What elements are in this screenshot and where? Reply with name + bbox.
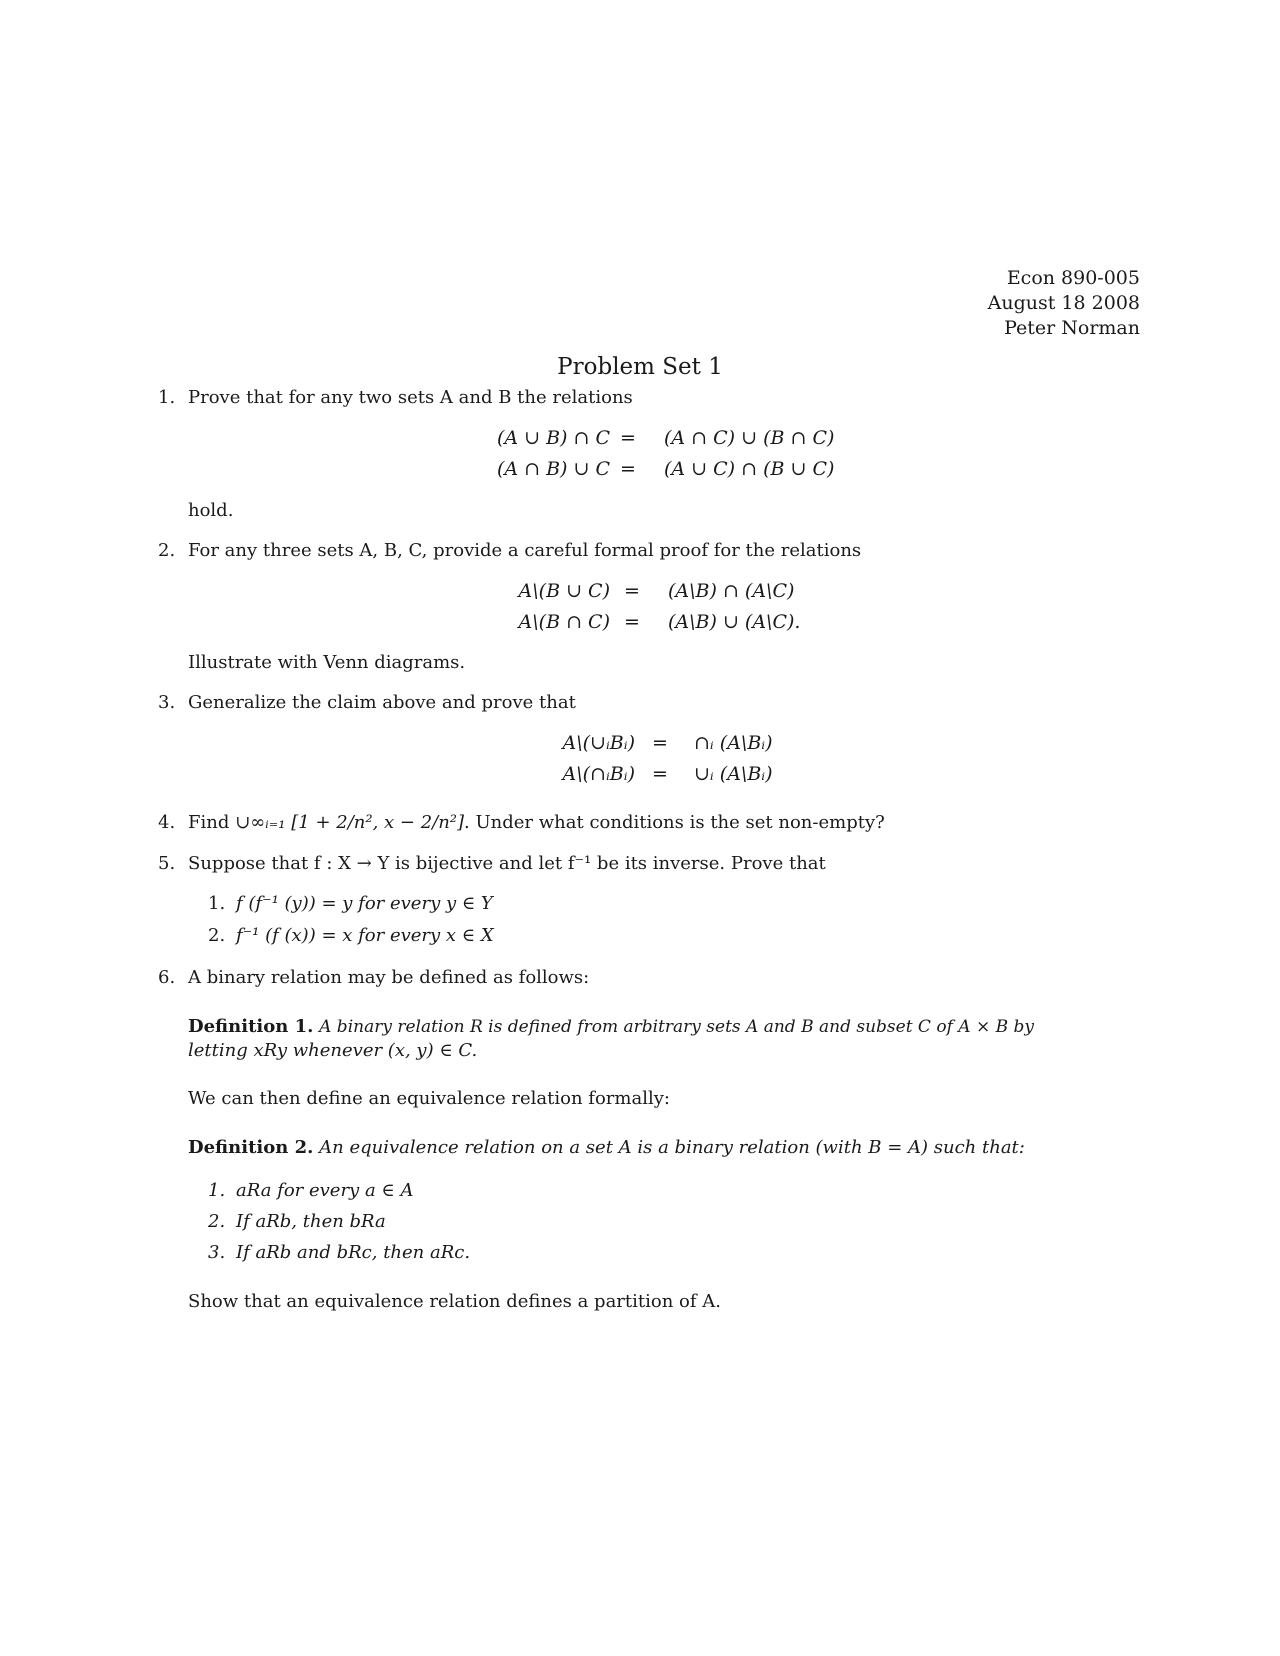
problem-1-eq-1-rhs: (A ∩ C) ∪ (B ∩ C) bbox=[664, 427, 835, 449]
problem-6-number: 6. bbox=[158, 967, 176, 988]
problem-6-intro: A binary relation may be defined as follows: bbox=[188, 967, 590, 988]
definition-1-label: Definition 1. bbox=[188, 1016, 314, 1037]
problem-3-number: 3. bbox=[158, 692, 176, 713]
document-date: August 18 2008 bbox=[987, 292, 1140, 314]
problem-2-eq-2-sign: = bbox=[624, 611, 640, 633]
problem-2-eq-1-rhs: (A\B) ∩ (A\C) bbox=[668, 580, 795, 602]
definition-1-line-1 bbox=[188, 1016, 1034, 1037]
definition-2-label: Definition 2. bbox=[188, 1137, 314, 1158]
problem-3-eq-1-sign: = bbox=[652, 732, 668, 754]
problem-5-item-2-text: f⁻¹ (f (x)) = x for every x ∈ X bbox=[236, 925, 494, 946]
definition-2-item-3-number: 3. bbox=[208, 1242, 226, 1263]
author-name: Peter Norman bbox=[1004, 317, 1140, 339]
problem-2-after: Illustrate with Venn diagrams. bbox=[188, 652, 466, 673]
problem-1-eq-2-sign: = bbox=[620, 458, 636, 480]
problem-2-eq-2-lhs: A\(B ∩ C) bbox=[518, 611, 610, 633]
problem-4-find: Find bbox=[188, 812, 230, 833]
problem-1-intro: Prove that for any two sets A and B the relations bbox=[188, 387, 633, 408]
problem-1-eq-2-lhs: (A ∩ B) ∪ C bbox=[496, 458, 610, 480]
definition-2-line bbox=[188, 1137, 1025, 1158]
problem-2-eq-1-sign: = bbox=[624, 580, 640, 602]
problem-2-eq-1-lhs: A\(B ∪ C) bbox=[518, 580, 610, 602]
problem-3-eq-1-lhs: A\(∪ᵢBᵢ) bbox=[562, 732, 635, 754]
problem-6-middle: We can then define an equivalence relation formally: bbox=[188, 1088, 670, 1109]
problem-4-text: . Under what conditions is the set non-empty? bbox=[464, 812, 885, 833]
problem-1-eq-1-lhs: (A ∪ B) ∩ C bbox=[496, 427, 610, 449]
problem-6-closing: Show that an equivalence relation defines a partition of A. bbox=[188, 1291, 721, 1312]
problem-3-eq-2-sign: = bbox=[652, 763, 668, 785]
problem-1-eq-1-sign: = bbox=[620, 427, 636, 449]
problem-4-number: 4. bbox=[158, 812, 176, 833]
course-code: Econ 890-005 bbox=[1006, 267, 1140, 289]
problem-1-eq-2-rhs: (A ∪ C) ∩ (B ∪ C) bbox=[664, 458, 835, 480]
problem-2-number: 2. bbox=[158, 540, 176, 561]
problem-4-expression: ∪∞ᵢ₌₁ [1 + 2/n², x − 2/n²] bbox=[235, 812, 465, 833]
definition-2-item-1-number: 1. bbox=[208, 1180, 226, 1201]
problem-2-intro: For any three sets A, B, C, provide a careful formal proof for the relations bbox=[188, 540, 862, 561]
problem-1-number: 1. bbox=[158, 387, 176, 408]
definition-2-item-3-text: If aRb and bRc, then aRc. bbox=[236, 1242, 471, 1263]
problem-3-eq-1-rhs: ∩ᵢ (A\Bᵢ) bbox=[694, 732, 773, 754]
definition-2-text: An equivalence relation on a set A is a binary relation (with B = A) such that: bbox=[319, 1137, 1025, 1158]
problem-3-eq-2-rhs: ∪ᵢ (A\Bᵢ) bbox=[694, 763, 773, 785]
problem-5-intro: Suppose that f : X → Y is bijective and let f⁻¹ be its inverse. Prove that bbox=[188, 853, 826, 874]
problem-3-eq-2-lhs: A\(∩ᵢBᵢ) bbox=[562, 763, 635, 785]
definition-2-item-2-number: 2. bbox=[208, 1211, 226, 1232]
definition-1-text: A binary relation R is defined from arbitrary sets A and B and subset C of A × B by bbox=[319, 1017, 1034, 1037]
problem-5-item-1-number: 1. bbox=[208, 893, 226, 914]
page-title: Problem Set 1 bbox=[557, 354, 723, 380]
problem-5-number: 5. bbox=[158, 853, 176, 874]
problem-4-line bbox=[188, 812, 885, 833]
problem-1-after: hold. bbox=[188, 500, 234, 521]
problem-5-item-2-number: 2. bbox=[208, 925, 226, 946]
problem-5-item-1-text: f (f⁻¹ (y)) = y for every y ∈ Y bbox=[236, 893, 493, 914]
problem-2-eq-2-rhs: (A\B) ∪ (A\C). bbox=[668, 611, 801, 633]
definition-2-item-2-text: If aRb, then bRa bbox=[236, 1211, 386, 1232]
document-header bbox=[988, 266, 1140, 341]
definition-1-line-2: letting xRy whenever (x, y) ∈ C. bbox=[188, 1040, 478, 1061]
definition-2-item-1-text: aRa for every a ∈ A bbox=[236, 1180, 414, 1201]
problem-3-intro: Generalize the claim above and prove that bbox=[188, 692, 576, 713]
